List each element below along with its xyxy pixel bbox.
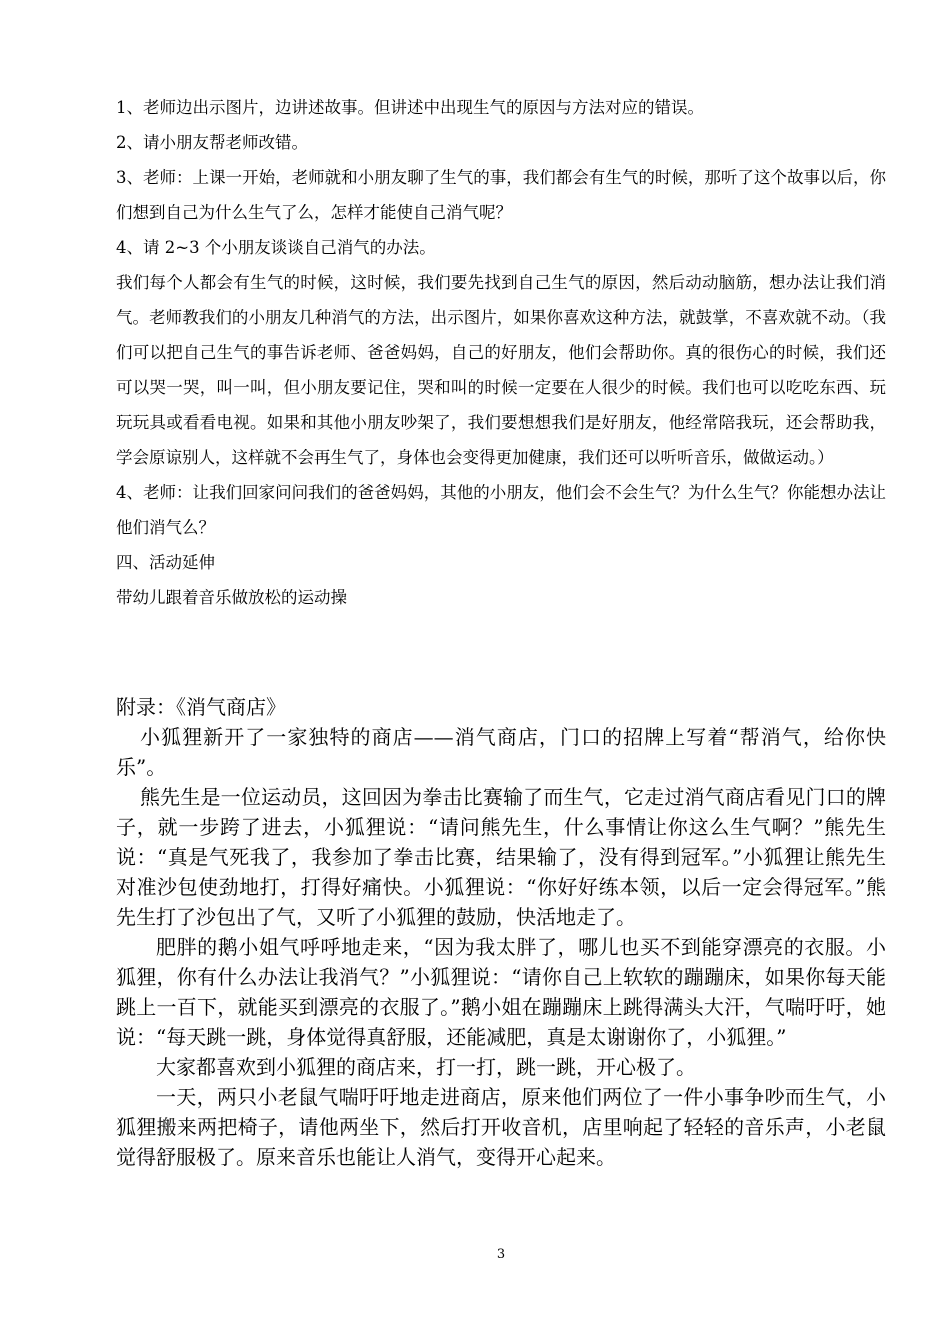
appendix-title: 附录：《消气商店》: [116, 695, 286, 719]
procedure-step-4: 4、请 2~3 个小朋友谈谈自己消气的办法。: [116, 238, 436, 257]
story-paragraph: 小狐狸新开了一家独特的商店——消气商店，门口的招牌上写着“帮消气，给你快乐”。: [116, 725, 886, 779]
procedure-step-4b: 4、老师：让我们回家问问我们的爸爸妈妈，其他的小朋友，他们会不会生气？为什么生气？你能想办法让他们消气么？: [116, 483, 886, 537]
story-paragraph: 一天，两只小老鼠气喘吁吁地走进商店，原来他们两位了一件小事争吵而生气，小狐狸搬来两把椅子，请他两坐下，然后打开收音机，店里响起了轻轻的音乐声，小老鼠觉得舒服极了。原来音乐也能让人消气，变得开心起来。: [116, 1085, 886, 1169]
procedure-step-2: 2、请小朋友帮老师改错。: [116, 133, 308, 152]
section-heading-extension: 四、活动延伸: [116, 553, 215, 572]
procedure-step-3: 3、老师：上课一开始，老师就和小朋友聊了生气的事，我们都会有生气的时候，那听了这个故事以后，你们想到自己为什么生气了么，怎样才能使自己消气呢？: [116, 168, 886, 222]
extension-text: 带幼儿跟着音乐做放松的运动操: [116, 588, 347, 607]
procedure-step-1: 1、老师边出示图片，边讲述故事。但讲述中出现生气的原因与方法对应的错误。: [116, 98, 704, 117]
document-page: [116, 0, 886, 1344]
story-paragraph: 肥胖的鹅小姐气呼呼地走来，“因为我太胖了，哪儿也买不到能穿漂亮的衣服。小狐狸，你有什么办法让我消气？”小狐狸说：“请你自己上软软的蹦蹦床，如果你每天能跳上一百下，就能买到漂亮的衣服了。”鹅小姐在蹦蹦床上跳得满头大汗，气喘吁吁，她说：“每天跳一跳，身体觉得真舒服，还能减肥，真是太谢谢你了，小狐狸。”: [116, 935, 886, 1049]
activity-procedure: [116, 90, 886, 615]
story-paragraph: 大家都喜欢到小狐狸的商店来，打一打，跳一跳，开心极了。: [156, 1055, 696, 1079]
story-paragraph: 熊先生是一位运动员，这回因为拳击比赛输了而生气，它走过消气商店看见门口的牌子，就一步跨了进去，小狐狸说：“请问熊先生，什么事情让你这么生气啊？”熊先生说：“真是气死我了，我参加了拳击比赛，结果输了，没有得到冠军。”小狐狸让熊先生对准沙包使劲地打，打得好痛快。小狐狸说：“你好好练本领，以后一定会得冠军。”熊先生打了沙包出了气，又听了小狐狸的鼓励，快活地走了。: [116, 785, 886, 929]
appendix-story: [116, 692, 886, 1172]
page-number: 3: [496, 1247, 506, 1262]
procedure-explanation: 我们每个人都会有生气的时候，这时候，我们要先找到自己生气的原因，然后动动脑筋，想办法让我们消气。老师教我们的小朋友几种消气的方法，出示图片，如果你喜欢这种方法，就鼓掌，不喜欢就不动。（我们可以把自己生气的事告诉老师、爸爸妈妈，自己的好朋友，他们会帮助你。真的很伤心的时候，我们还可以哭一哭，叫一叫，但小朋友要记住，哭和叫的时候一定要在人很少的时候。我们也可以吃吃东西、玩玩玩具或看看电视。如果和其他小朋友吵架了，我们要想想我们是好朋友，他经常陪我玩，还会帮助我，学会原谅别人，这样就不会再生气了，身体也会变得更加健康，我们还可以听听音乐，做做运动。）: [116, 273, 886, 467]
